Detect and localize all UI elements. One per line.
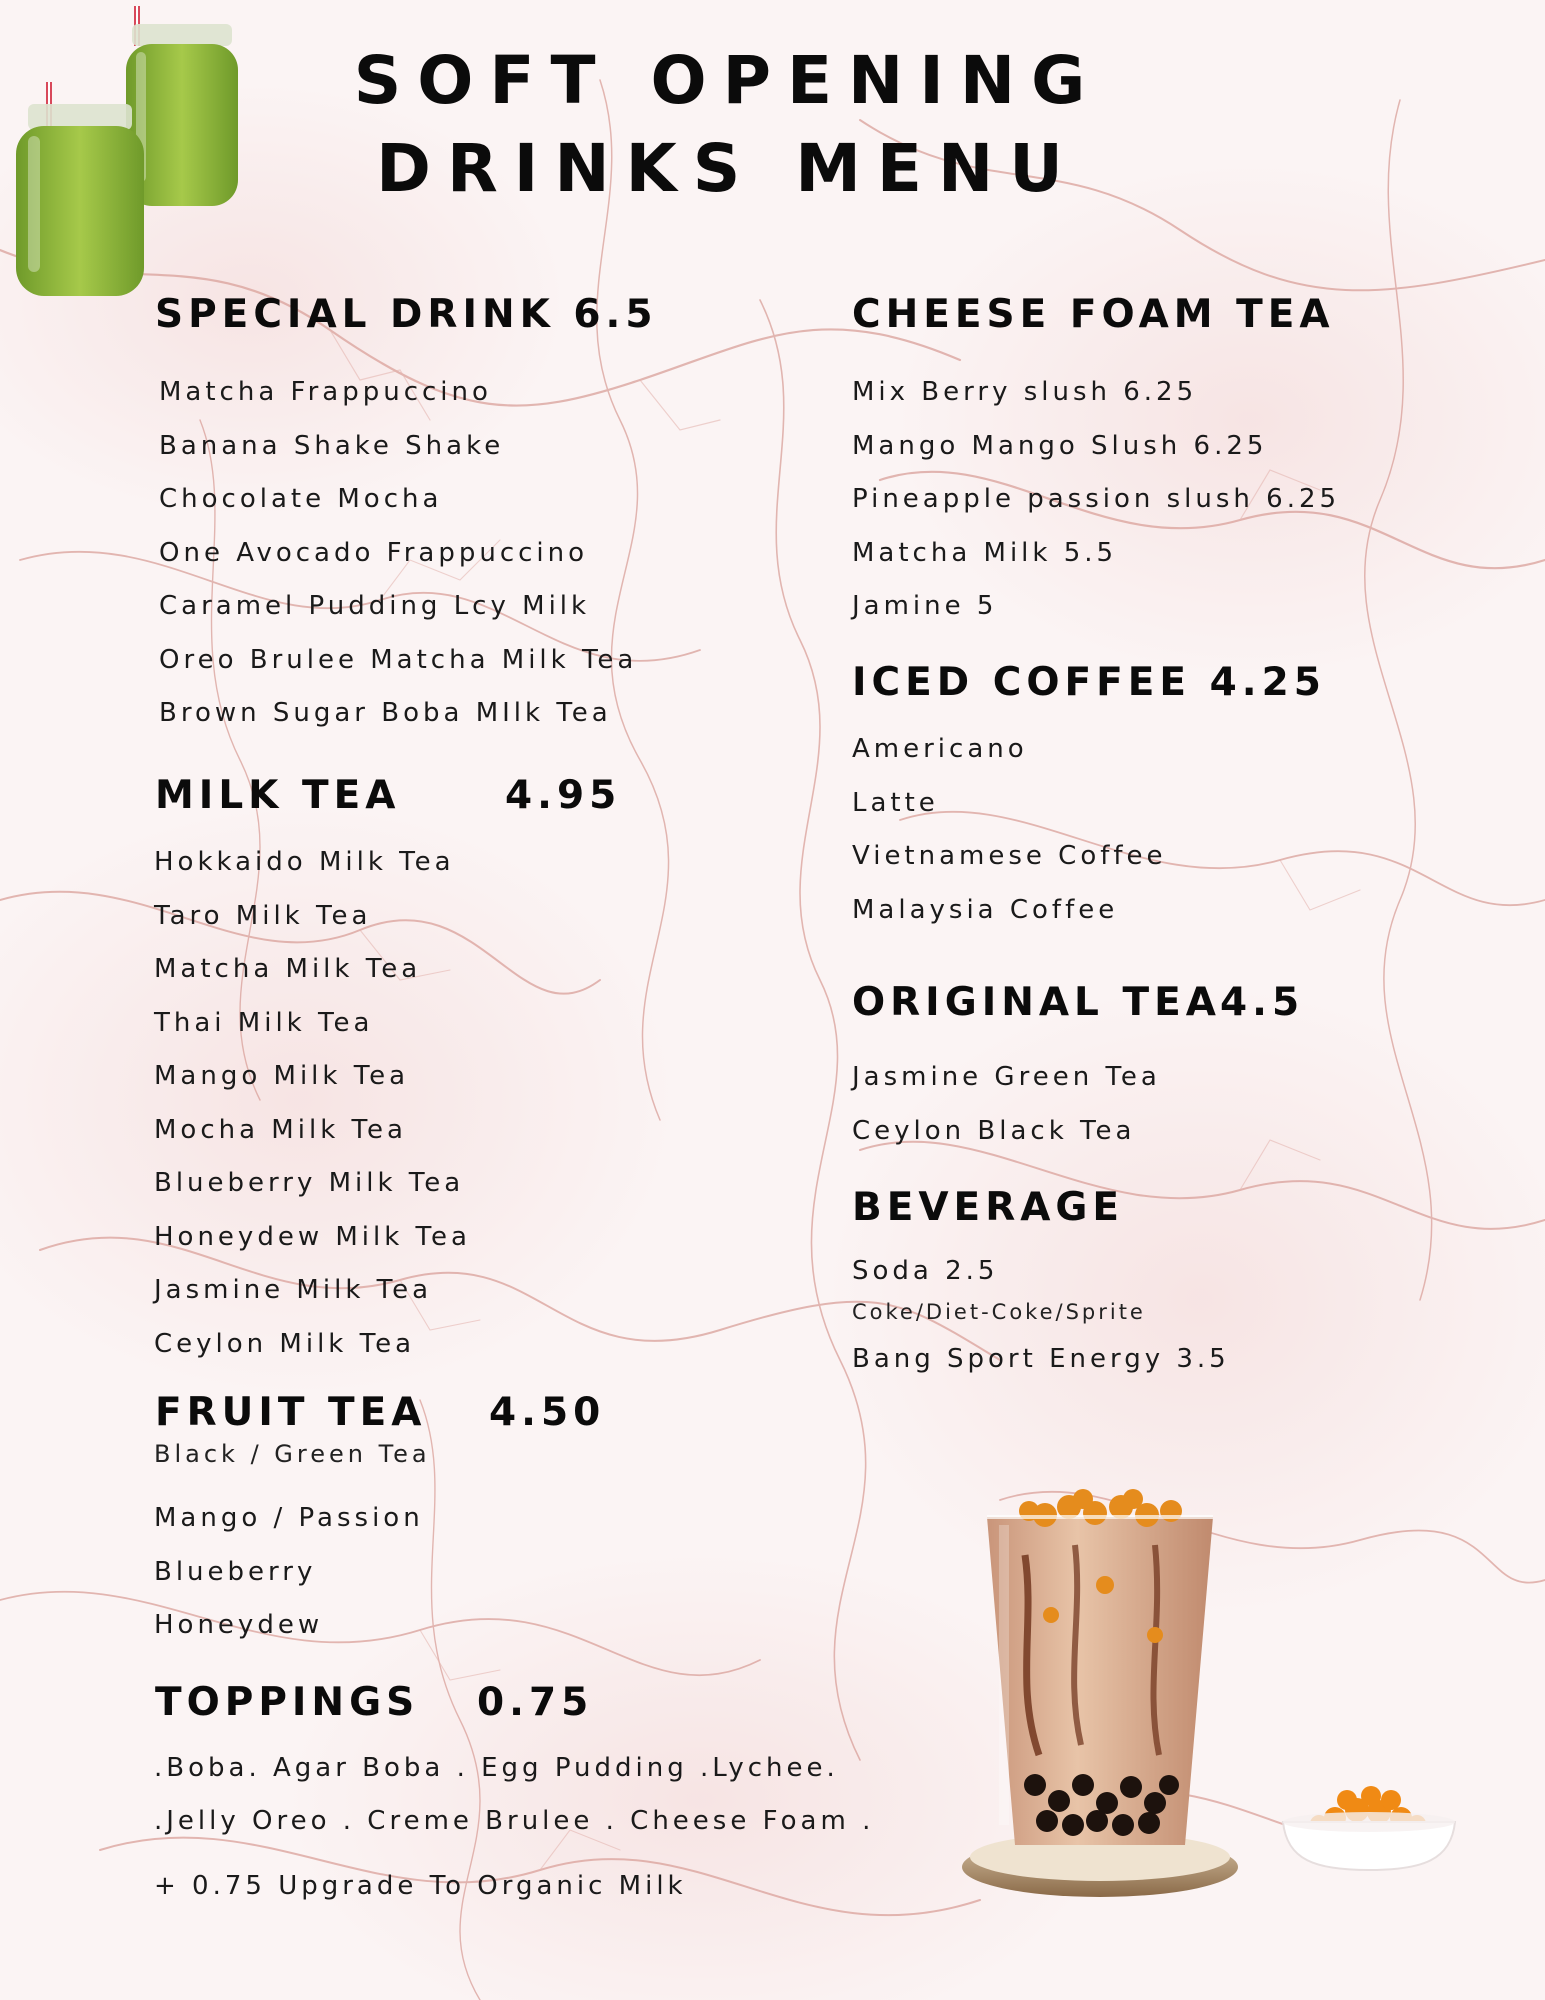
menu-item: Pineapple passion slush 6.25 bbox=[852, 484, 1341, 514]
menu-item: Vietnamese Coffee bbox=[852, 841, 1167, 871]
cheese-foam-list bbox=[852, 366, 1340, 634]
beverage-heading: BEVERAGE bbox=[852, 1185, 1125, 1230]
menu-item: Jamine 5 bbox=[852, 591, 998, 621]
toppings-heading: TOPPINGS bbox=[155, 1680, 420, 1725]
menu-item: Latte bbox=[852, 787, 939, 818]
original-tea-price: 4.5 bbox=[1220, 980, 1305, 1025]
cheese-foam-heading: CHEESE FOAM TEA bbox=[852, 292, 1335, 337]
toppings-heading-row bbox=[155, 1680, 615, 1725]
menu-item: Chocolate Mocha bbox=[159, 484, 443, 514]
toppings-price: 0.75 bbox=[477, 1680, 594, 1725]
toppings-line-2: .Jelly Oreo . Creme Brulee . Cheese Foam . bbox=[154, 1806, 875, 1836]
menu-item: Oreo Brulee Matcha Milk Tea bbox=[159, 644, 638, 675]
menu-item: Caramel Pudding Lcy Milk bbox=[159, 591, 591, 621]
menu-item: Jasmine Green Tea bbox=[852, 1062, 1161, 1092]
menu-item: Malaysia Coffee bbox=[852, 894, 1119, 925]
milk-tea-heading: MILK TEA bbox=[155, 773, 401, 818]
fruit-tea-heading-row bbox=[155, 1390, 615, 1435]
menu-item: Honeydew bbox=[154, 1610, 324, 1640]
milk-tea-list bbox=[154, 836, 471, 1371]
menu-item: One Avocado Frappuccino bbox=[159, 537, 589, 568]
menu-item: Blueberry Milk Tea bbox=[154, 1168, 465, 1198]
menu-item: Taro Milk Tea bbox=[154, 900, 372, 931]
menu-item: Matcha Milk 5.5 bbox=[852, 537, 1118, 568]
fruit-tea-list bbox=[154, 1492, 424, 1653]
menu-item: Hokkaido Milk Tea bbox=[154, 847, 455, 877]
organic-milk-upgrade: + 0.75 Upgrade To Organic Milk bbox=[154, 1871, 687, 1901]
menu-title-line-1: SOFT OPENING bbox=[353, 42, 1102, 119]
menu-item: Ceylon Black Tea bbox=[852, 1115, 1136, 1146]
toppings-line-1: .Boba. Agar Boba . Egg Pudding .Lychee. bbox=[154, 1753, 839, 1783]
energy-drink-item: Bang Sport Energy 3.5 bbox=[852, 1344, 1230, 1374]
fruit-tea-subtitle: Black / Green Tea bbox=[154, 1440, 431, 1468]
soda-flavors: Coke/Diet-Coke/Sprite bbox=[852, 1300, 1146, 1324]
menu-title-line-2: DRINKS MENU bbox=[376, 130, 1079, 207]
fruit-tea-price: 4.50 bbox=[489, 1390, 606, 1435]
original-tea-heading-row bbox=[852, 980, 1312, 1025]
menu-item: Banana Shake Shake bbox=[159, 430, 505, 461]
original-tea-heading: ORIGINAL TEA bbox=[852, 980, 1221, 1025]
special-drink-list bbox=[159, 366, 637, 741]
menu-item: Mango Milk Tea bbox=[154, 1061, 410, 1091]
menu-item: Brown Sugar Boba MIlk Tea bbox=[159, 698, 612, 728]
menu-item: Americano bbox=[852, 734, 1028, 764]
menu-item: Thai Milk Tea bbox=[154, 1007, 374, 1038]
menu-item: Matcha Milk Tea bbox=[154, 954, 422, 984]
original-tea-list bbox=[852, 1051, 1161, 1158]
iced-coffee-list bbox=[852, 723, 1167, 937]
menu-item: Ceylon Milk Tea bbox=[154, 1328, 416, 1359]
special-drink-heading: SPECIAL DRINK 6.5 bbox=[155, 292, 658, 337]
boba-milk-tea-image bbox=[955, 1485, 1255, 1905]
milk-tea-price: 4.95 bbox=[505, 773, 622, 818]
menu-item: Mango Mango Slush 6.25 bbox=[852, 430, 1268, 461]
menu-item: Matcha Frappuccino bbox=[159, 377, 492, 407]
iced-coffee-heading: ICED COFFEE 4.25 bbox=[852, 660, 1326, 705]
menu-item: Mango / Passion bbox=[154, 1503, 424, 1533]
menu-item: Blueberry bbox=[154, 1556, 317, 1587]
soda-item: Soda 2.5 bbox=[852, 1256, 999, 1286]
popping-boba-bowl-image bbox=[1275, 1782, 1463, 1872]
menu-item: Mix Berry slush 6.25 bbox=[852, 377, 1198, 407]
menu-item: Mocha Milk Tea bbox=[154, 1114, 407, 1145]
menu-item: Honeydew Milk Tea bbox=[154, 1221, 471, 1252]
menu-item: Jasmine Milk Tea bbox=[154, 1275, 433, 1305]
milk-tea-heading-row bbox=[155, 773, 622, 818]
fruit-tea-heading: FRUIT TEA bbox=[155, 1390, 427, 1435]
